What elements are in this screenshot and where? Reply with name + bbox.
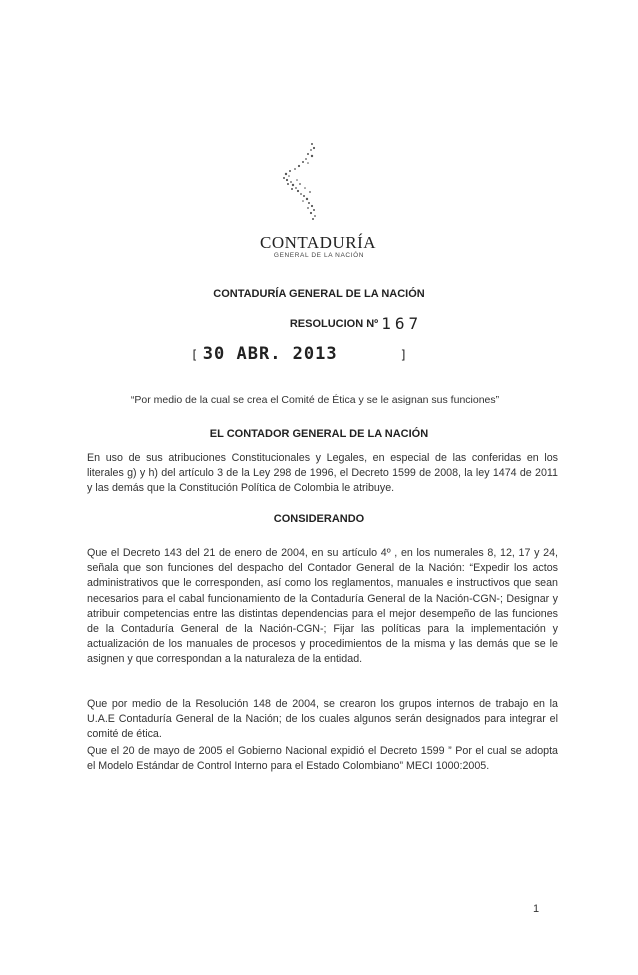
logo-name: CONTADURÍA: [259, 233, 377, 252]
contaduria-logo-icon: [268, 138, 328, 228]
date-open-bracket: [: [192, 348, 198, 362]
date-stamp: 30 ABR. 2013: [202, 344, 338, 364]
page-number: 1: [533, 903, 540, 915]
resolution-subject: “Por medio de la cual se crea el Comité de Ética y se le asignan sus funciones”: [130, 394, 500, 406]
resolution-label: RESOLUCION Nº: [289, 318, 379, 330]
section-heading-considerando: CONSIDERANDO: [273, 513, 365, 525]
resolution-date: [0, 344, 618, 364]
paragraph-decreto-143: Que el Decreto 143 del 21 de enero de 2004, en su artículo 4º , en los numerales 8, 12, 17 y 24, señala que son funciones del despacho del Contador General de la Nación: “Expedir los actos administrativos que le corresponden, así como los reglamentos, manuales e instructivos que sean necesarios para el cabal funcionamiento de la Contaduría General de la Nación-CGN-; Designar y atribuir competencias entre las distintas dependencias para el mejor desempeño de las funciones de la Contaduría General de la Nación-CGN-; Fijar las políticas para la implementación y actualización de los manuales de procesos y procedimientos de la misma y las demás que se le asignen y que correspondan a la naturaleza de la entidad.: [87, 547, 558, 666]
paragraph-attributions: En uso de sus atribuciones Constitucionales y Legales, en especial de las conferidas en los literales g) y h) del artículo 3 de la Ley 298 de 1996, el Decreto 1599 de 2008, la ley 1474 de 2011 y las demás que la Constitución Política de Colombia le atribuye.: [87, 452, 558, 495]
paragraph-resolucion-148: Que por medio de la Resolución 148 de 2004, se crearon los grupos internos de trabajo en la U.A.E Contaduría General de la Nación; de los cuales algunos serán designados para integrar el comité de ética.: [87, 698, 558, 741]
resolution-line: [37, 314, 638, 333]
logo-subtitle: GENERAL DE LA NACIÓN: [273, 252, 365, 259]
paragraph-decreto-1599: Que el 20 de mayo de 2005 el Gobierno Nacional expidió el Decreto 1599 ” Por el cual se adopta el Modelo Estándar de Control Interno para el Estado Colombiano” MECI 1000:2005.: [87, 745, 558, 773]
resolution-number: 167: [381, 314, 423, 333]
official-title: EL CONTADOR GENERAL DE LA NACIÓN: [209, 428, 429, 440]
entity-title: CONTADURÍA GENERAL DE LA NACIÓN: [213, 288, 425, 300]
date-close-bracket: ]: [400, 348, 406, 362]
